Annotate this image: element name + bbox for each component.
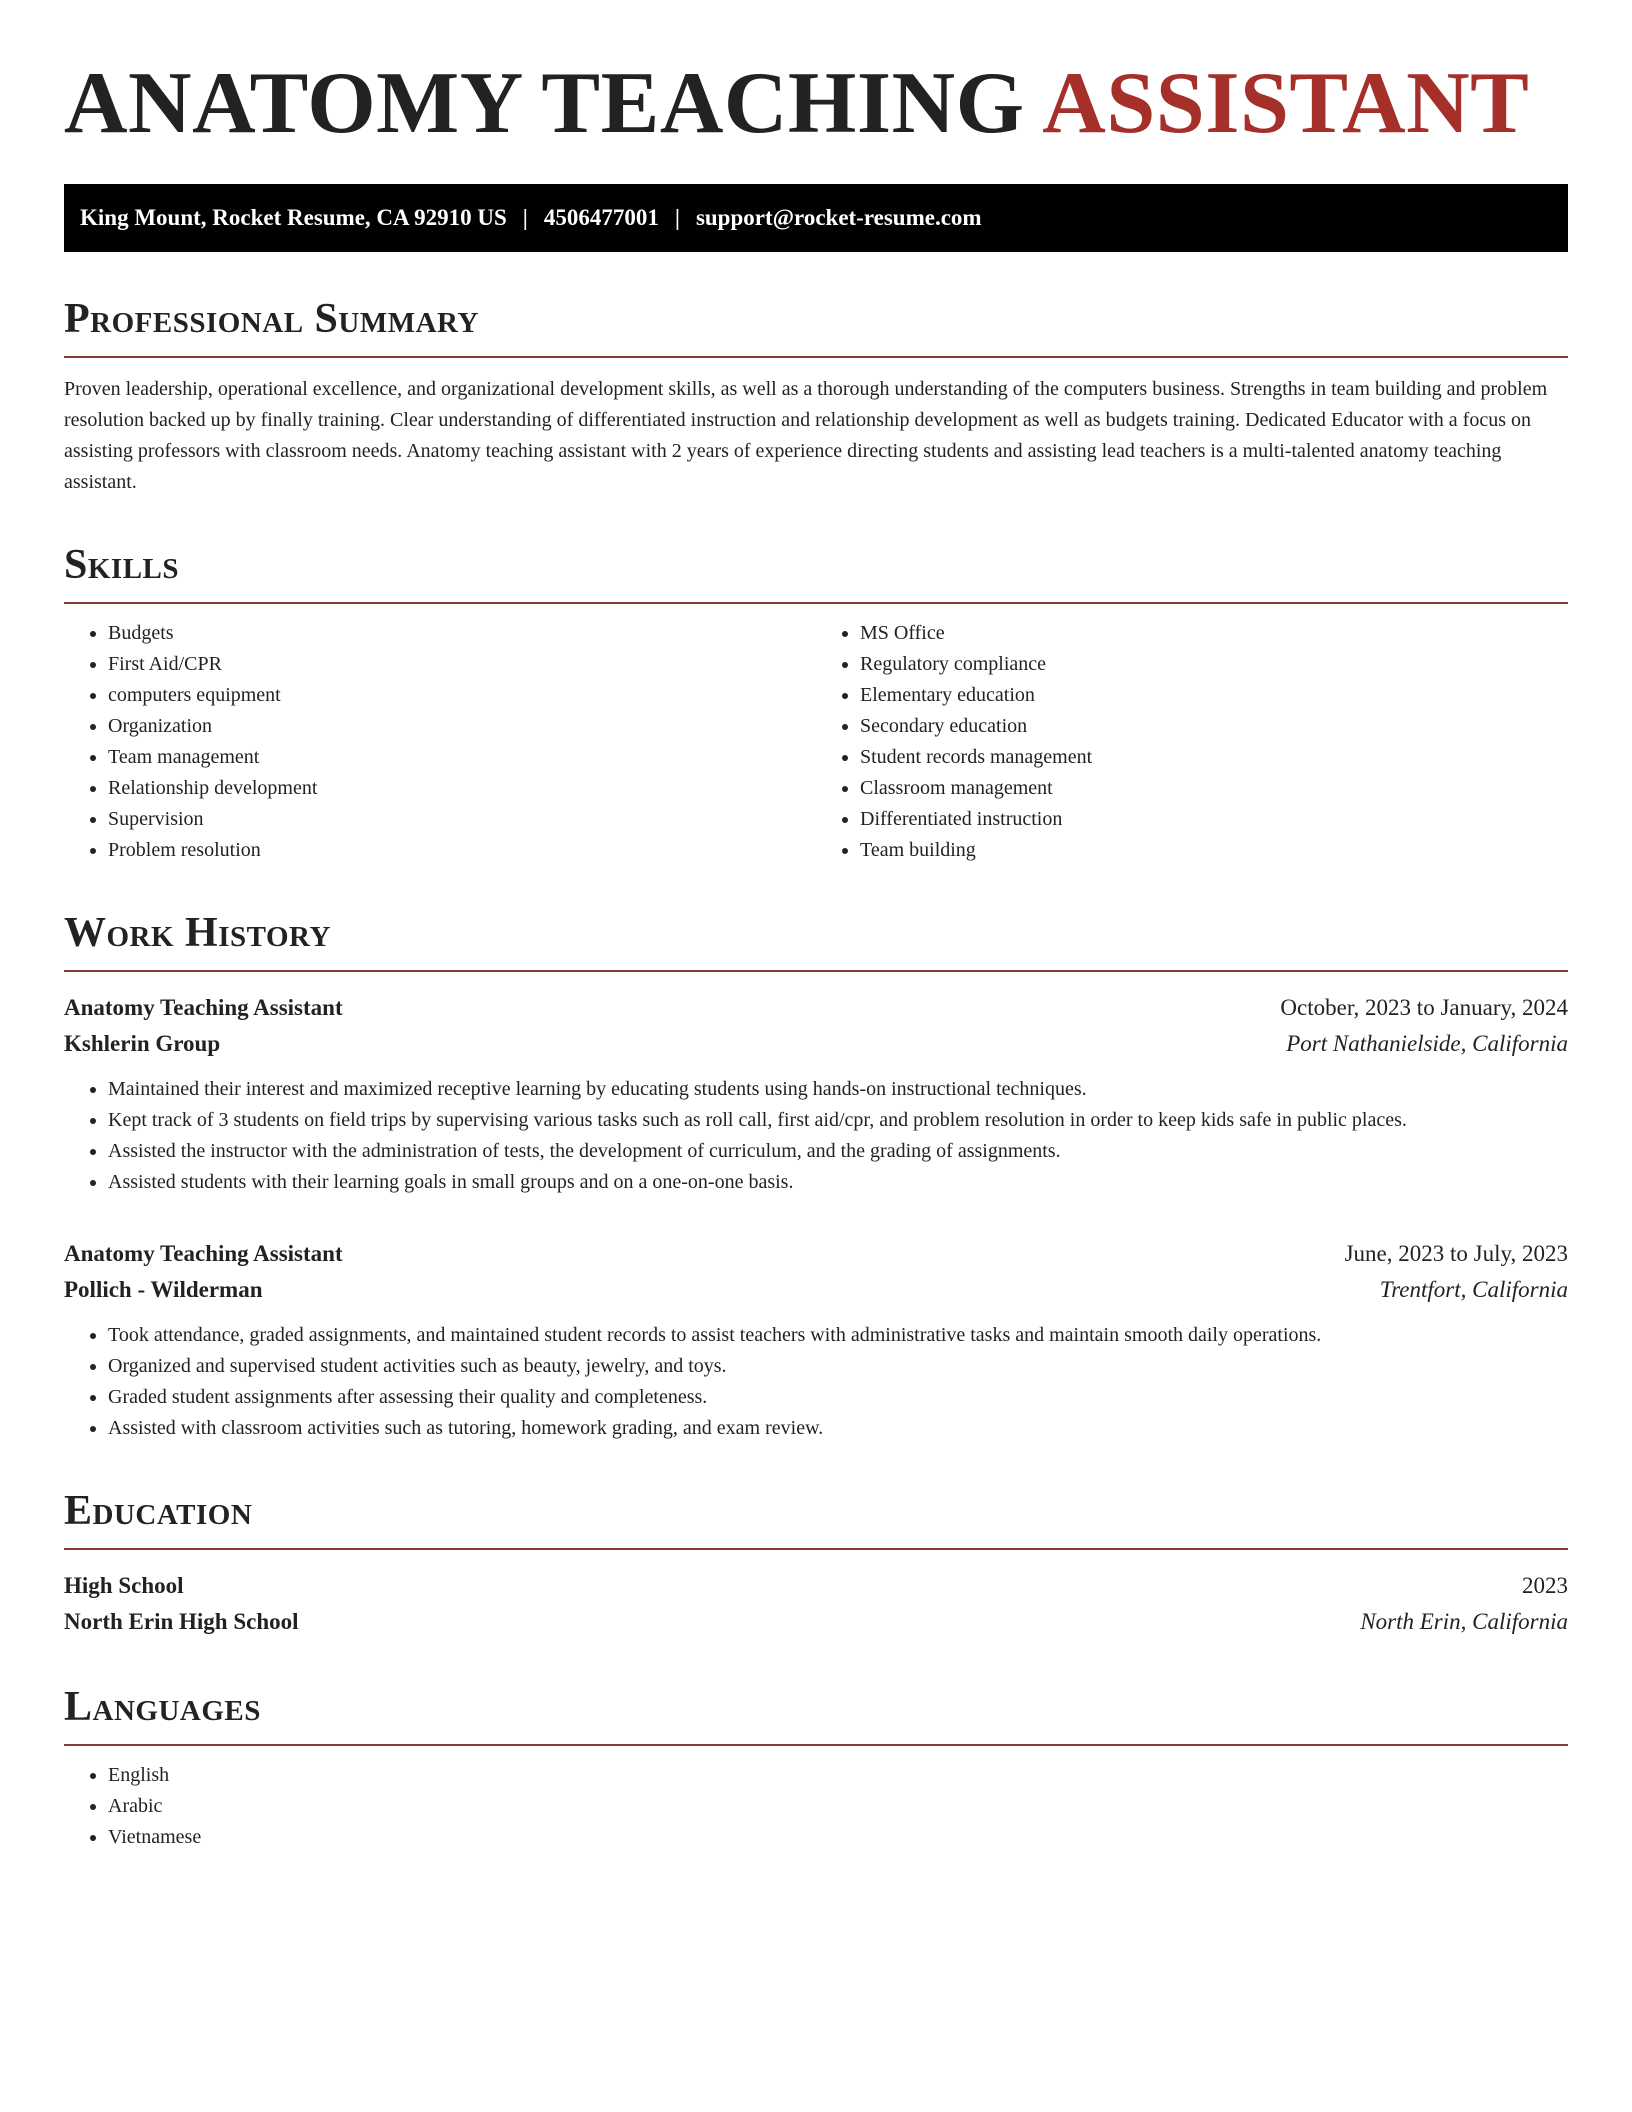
job-location: Trentfort, California	[1379, 1277, 1568, 1302]
title-main: ANATOMY TEACHING	[64, 55, 1025, 152]
skills-list-right	[816, 618, 1568, 866]
contact-bar	[64, 184, 1568, 252]
job-duty: • Kept track of 3 students on field trips by supervising various tasks such as roll call, first aid/cpr, and problem resolution in order to keep kids safe in public places.	[108, 1105, 1568, 1136]
job-title: Anatomy Teaching Assistant	[64, 995, 343, 1020]
skill-item: • MS Office	[860, 618, 1568, 649]
summary-text: Proven leadership, operational excellence, and organizational development skills, as well as a thorough understanding of the computers business. Strengths in team building and problem resolution backed up by finally training. Clear understanding of differentiated instruction and relationship development as well as budgets training. Dedicated Educator with a focus on assisting professors with classroom needs. Anatomy teaching assistant with 2 years of experience directing students and assisting lead teachers is a multi-talented anatomy teaching assistant.	[64, 378, 1548, 493]
job-dates: June, 2023 to July, 2023	[1344, 1241, 1568, 1266]
job-duties-list	[64, 1320, 1568, 1444]
skills-section	[64, 542, 1568, 866]
contact-separator: |	[522, 205, 528, 230]
section-heading-languages: Languages	[64, 1684, 1568, 1746]
contact-phone[interactable]: 4506477001	[543, 205, 659, 230]
skill-item: • computers equipment	[108, 680, 816, 711]
job-title: Anatomy Teaching Assistant	[64, 1241, 343, 1266]
job-duties-list	[64, 1074, 1568, 1198]
language-item: • English	[108, 1760, 1568, 1791]
skill-item: • Classroom management	[860, 773, 1568, 804]
skill-item: • First Aid/CPR	[108, 649, 816, 680]
job-duty: • Organized and supervised student activities such as beauty, jewelry, and toys.	[108, 1351, 1568, 1382]
job-dates: October, 2023 to January, 2024	[1280, 995, 1568, 1020]
skill-item: • Elementary education	[860, 680, 1568, 711]
skill-item: • Relationship development	[108, 773, 816, 804]
section-heading-work: Work History	[64, 910, 1568, 972]
skills-grid	[64, 618, 1568, 866]
job-duty: • Maintained their interest and maximized receptive learning by educating students using hands-on instructional techniques.	[108, 1074, 1568, 1105]
section-heading-summary: Professional Summary	[64, 296, 1568, 358]
job-company-row	[64, 1026, 1568, 1062]
job-duty: • Graded student assignments after assessing their quality and completeness.	[108, 1382, 1568, 1413]
job-entry	[64, 1236, 1568, 1444]
education-degree: High School	[64, 1573, 184, 1598]
education-location: North Erin, California	[1360, 1609, 1568, 1634]
skill-item: • Team building	[860, 835, 1568, 866]
section-heading-skills: Skills	[64, 542, 1568, 604]
education-year: 2023	[1522, 1573, 1568, 1598]
languages-list	[64, 1760, 1568, 1853]
job-company: Kshlerin Group	[64, 1031, 221, 1056]
job-duty: • Assisted students with their learning goals in small groups and on a one-on-one basis.	[108, 1167, 1568, 1198]
job-location: Port Nathanielside, California	[1286, 1031, 1568, 1056]
skill-item: • Student records management	[860, 742, 1568, 773]
contact-address: King Mount, Rocket Resume, CA 92910 US	[80, 205, 507, 230]
education-header-row	[64, 1568, 1568, 1604]
skill-item: • Supervision	[108, 804, 816, 835]
education-school: North Erin High School	[64, 1609, 299, 1634]
job-duty: • Assisted with classroom activities such as tutoring, homework grading, and exam review.	[108, 1413, 1568, 1444]
skill-item: • Organization	[108, 711, 816, 742]
resume-title	[64, 56, 1568, 152]
skill-item: • Team management	[108, 742, 816, 773]
section-heading-education: Education	[64, 1488, 1568, 1550]
language-item: • Vietnamese	[108, 1822, 1568, 1853]
education-section	[64, 1488, 1568, 1640]
job-header-row	[64, 990, 1568, 1026]
education-school-row	[64, 1604, 1568, 1640]
title-accent: ASSISTANT	[1042, 55, 1530, 152]
job-company-row	[64, 1272, 1568, 1308]
education-entry	[64, 1568, 1568, 1640]
skill-item: • Differentiated instruction	[860, 804, 1568, 835]
skills-list-left	[64, 618, 816, 866]
job-entry	[64, 990, 1568, 1198]
job-company: Pollich - Wilderman	[64, 1277, 263, 1302]
language-item: • Arabic	[108, 1791, 1568, 1822]
skill-item: • Secondary education	[860, 711, 1568, 742]
languages-section	[64, 1684, 1568, 1853]
skill-item: • Regulatory compliance	[860, 649, 1568, 680]
job-duty: • Took attendance, graded assignments, and maintained student records to assist teachers with administrative tasks and maintain smooth daily operations.	[108, 1320, 1568, 1351]
job-header-row	[64, 1236, 1568, 1272]
skill-item: • Problem resolution	[108, 835, 816, 866]
contact-email[interactable]: support@rocket-resume.com	[695, 205, 982, 230]
skill-item: • Budgets	[108, 618, 816, 649]
summary-section	[64, 296, 1568, 498]
contact-separator: |	[674, 205, 680, 230]
job-duty: • Assisted the instructor with the administration of tests, the development of curriculum, and the grading of assignments.	[108, 1136, 1568, 1167]
work-history-section	[64, 910, 1568, 1444]
